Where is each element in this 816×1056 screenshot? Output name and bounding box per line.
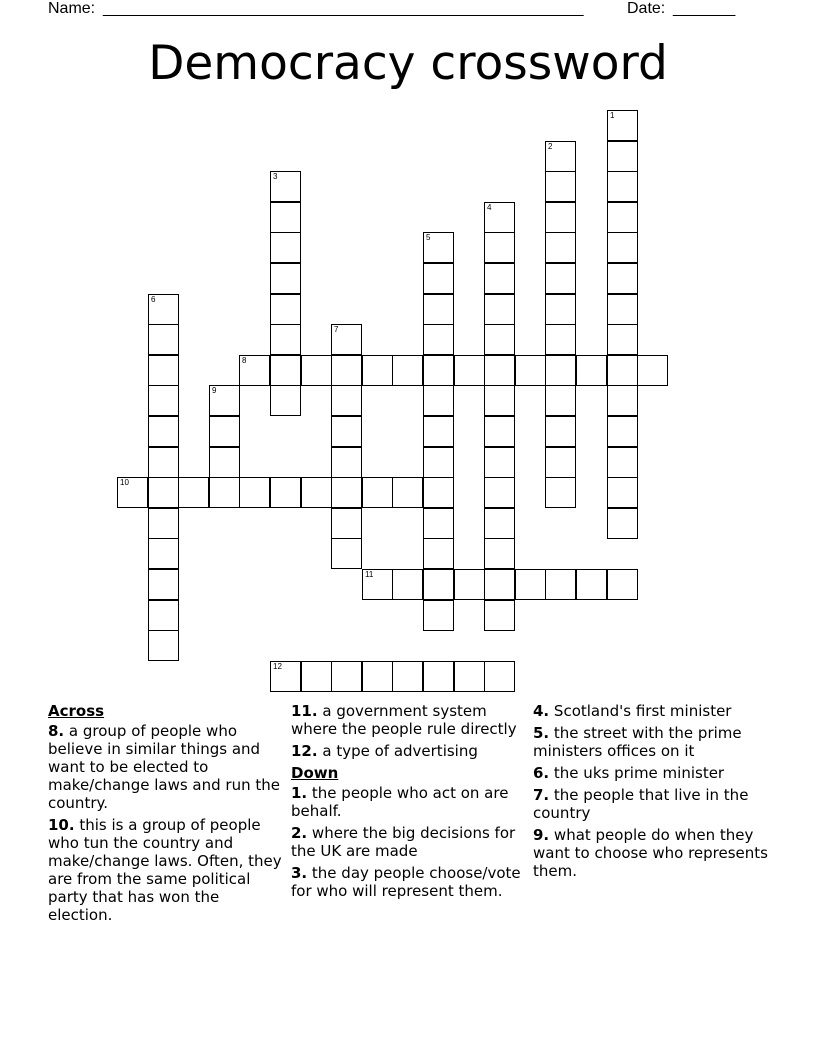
- clue-number: 5.: [533, 724, 550, 742]
- clue-across-12: [291, 742, 527, 760]
- grid-cell[interactable]: [148, 294, 179, 325]
- grid-cell[interactable]: [148, 538, 179, 569]
- clue-text: where the big decisions for the UK are made: [291, 824, 516, 860]
- grid-cell[interactable]: [148, 630, 179, 661]
- grid-cell[interactable]: [148, 447, 179, 478]
- clue-text: what people do when they want to choose who represents them.: [533, 826, 768, 880]
- clues-column-1: [48, 702, 284, 928]
- clue-text: a type of advertising: [322, 742, 478, 760]
- grid-cell[interactable]: [545, 324, 576, 355]
- grid-cell[interactable]: [362, 477, 393, 508]
- date-line: _______: [673, 0, 736, 17]
- clue-text: Scotland's first minister: [553, 702, 732, 720]
- down-heading: Down: [291, 764, 339, 782]
- clue-down-7: [533, 786, 773, 822]
- grid-cell[interactable]: [545, 569, 576, 600]
- grid-cell[interactable]: [270, 263, 301, 294]
- clue-number-label: 12: [273, 662, 282, 671]
- grid-cell[interactable]: [423, 477, 454, 508]
- grid-cell[interactable]: [423, 263, 454, 294]
- grid-cell[interactable]: [423, 355, 454, 386]
- grid-cell[interactable]: [423, 447, 454, 478]
- grid-cell[interactable]: [484, 385, 515, 416]
- grid-cell[interactable]: [331, 416, 362, 447]
- clue-down-2: [291, 824, 527, 860]
- grid-cell[interactable]: [148, 385, 179, 416]
- grid-cell[interactable]: [270, 355, 301, 386]
- grid-cell[interactable]: [576, 355, 607, 386]
- grid-cell[interactable]: [270, 294, 301, 325]
- grid-cell[interactable]: [270, 171, 301, 202]
- clue-number-label: 1: [610, 111, 615, 120]
- grid-cell[interactable]: [545, 171, 576, 202]
- grid-cell[interactable]: [576, 569, 607, 600]
- clue-number-label: 5: [426, 233, 431, 242]
- clue-number: 1.: [291, 784, 308, 802]
- clue-number: 4.: [533, 702, 550, 720]
- grid-cell[interactable]: [545, 447, 576, 478]
- grid-cell[interactable]: [301, 477, 332, 508]
- clue-number-label: 2: [548, 142, 553, 151]
- clue-text: the uks prime minister: [553, 764, 725, 782]
- grid-cell[interactable]: [454, 355, 485, 386]
- grid-cell[interactable]: [331, 385, 362, 416]
- grid-cell[interactable]: [423, 600, 454, 631]
- grid-cell[interactable]: [148, 569, 179, 600]
- grid-cell[interactable]: [117, 477, 148, 508]
- grid-cell[interactable]: [270, 477, 301, 508]
- grid-cell[interactable]: [392, 355, 423, 386]
- grid-cell[interactable]: [545, 294, 576, 325]
- grid-cell[interactable]: [515, 569, 546, 600]
- clue-number: 7.: [533, 786, 550, 804]
- grid-cell[interactable]: [423, 508, 454, 539]
- grid-cell[interactable]: [270, 202, 301, 233]
- grid-cell[interactable]: [301, 355, 332, 386]
- clue-down-5: [533, 724, 773, 760]
- grid-cell[interactable]: [484, 538, 515, 569]
- grid-cell[interactable]: [270, 232, 301, 263]
- clue-number: 12.: [291, 742, 318, 760]
- grid-cell[interactable]: [484, 232, 515, 263]
- grid-cell[interactable]: [607, 263, 638, 294]
- grid-cell[interactable]: [545, 263, 576, 294]
- clues-column-3: [533, 702, 773, 884]
- grid-cell[interactable]: [362, 569, 393, 600]
- grid-cell[interactable]: [362, 355, 393, 386]
- clue-text: this is a group of people who tun the country and make/change laws. Often, they are from the same political party that has won the election.: [48, 816, 282, 924]
- name-label: Name:: [48, 0, 96, 17]
- grid-cell[interactable]: [423, 232, 454, 263]
- clue-number-label: 8: [242, 356, 247, 365]
- grid-cell[interactable]: [607, 508, 638, 539]
- grid-cell[interactable]: [607, 294, 638, 325]
- name-line: ______________________________________________________: [103, 0, 584, 17]
- grid-cell[interactable]: [209, 447, 240, 478]
- grid-cell[interactable]: [484, 355, 515, 386]
- grid-cell[interactable]: [331, 355, 362, 386]
- grid-cell[interactable]: [607, 202, 638, 233]
- clue-text: the street with the prime ministers offices on it: [533, 724, 742, 760]
- grid-cell[interactable]: [209, 385, 240, 416]
- grid-cell[interactable]: [392, 477, 423, 508]
- grid-cell[interactable]: [423, 569, 454, 600]
- grid-cell[interactable]: [239, 477, 270, 508]
- clue-down-3: [291, 864, 527, 900]
- clue-down-9: [533, 826, 773, 880]
- grid-cell[interactable]: [301, 661, 332, 692]
- grid-cell[interactable]: [423, 416, 454, 447]
- grid-cell[interactable]: [545, 232, 576, 263]
- clue-number: 9.: [533, 826, 550, 844]
- clue-text: a group of people who believe in similar things and want to be elected to make/change laws and run the country.: [48, 722, 280, 812]
- clue-number: 2.: [291, 824, 308, 842]
- grid-cell[interactable]: [331, 538, 362, 569]
- clue-number: 10.: [48, 816, 75, 834]
- clue-down-6: [533, 764, 773, 782]
- grid-cell[interactable]: [607, 171, 638, 202]
- grid-cell[interactable]: [607, 355, 638, 386]
- grid-cell[interactable]: [484, 661, 515, 692]
- grid-cell[interactable]: [423, 661, 454, 692]
- grid-cell[interactable]: [331, 508, 362, 539]
- grid-cell[interactable]: [545, 355, 576, 386]
- grid-cell[interactable]: [148, 600, 179, 631]
- clue-across-8: [48, 722, 284, 812]
- across-heading: Across: [48, 702, 105, 720]
- grid-cell[interactable]: [607, 477, 638, 508]
- grid-cell[interactable]: [270, 661, 301, 692]
- grid-cell[interactable]: [484, 569, 515, 600]
- grid-cell[interactable]: [331, 447, 362, 478]
- grid-cell[interactable]: [239, 355, 270, 386]
- grid-cell[interactable]: [607, 141, 638, 172]
- grid-cell[interactable]: [607, 447, 638, 478]
- grid-cell[interactable]: [148, 416, 179, 447]
- grid-cell[interactable]: [484, 294, 515, 325]
- grid-cell[interactable]: [148, 508, 179, 539]
- grid-cell[interactable]: [607, 569, 638, 600]
- grid-cell[interactable]: [484, 508, 515, 539]
- grid-cell[interactable]: [392, 569, 423, 600]
- clue-number-label: 10: [120, 478, 129, 487]
- grid-cell[interactable]: [607, 416, 638, 447]
- clue-number-label: 7: [334, 325, 339, 334]
- clue-across-11: [291, 702, 527, 738]
- clue-number-label: 4: [487, 203, 492, 212]
- grid-cell[interactable]: [270, 385, 301, 416]
- grid-cell[interactable]: [637, 355, 668, 386]
- grid-cell[interactable]: [484, 324, 515, 355]
- clue-text: the people who act on are behalf.: [291, 784, 509, 820]
- grid-cell[interactable]: [423, 324, 454, 355]
- grid-cell[interactable]: [545, 416, 576, 447]
- grid-cell[interactable]: [331, 477, 362, 508]
- grid-cell[interactable]: [454, 661, 485, 692]
- grid-cell[interactable]: [331, 324, 362, 355]
- grid-cell[interactable]: [545, 202, 576, 233]
- grid-cell[interactable]: [362, 661, 393, 692]
- grid-cell[interactable]: [454, 569, 485, 600]
- clue-text: the people that live in the country: [533, 786, 749, 822]
- grid-cell[interactable]: [484, 447, 515, 478]
- grid-cell[interactable]: [148, 477, 179, 508]
- grid-cell[interactable]: [331, 661, 362, 692]
- grid-cell[interactable]: [148, 355, 179, 386]
- grid-cell[interactable]: [545, 141, 576, 172]
- grid-cell[interactable]: [392, 661, 423, 692]
- grid-cell[interactable]: [545, 385, 576, 416]
- clue-text: the day people choose/vote for who will represent them.: [291, 864, 521, 900]
- grid-cell[interactable]: [607, 110, 638, 141]
- date-label: Date:: [627, 0, 666, 17]
- grid-cell[interactable]: [209, 416, 240, 447]
- grid-cell[interactable]: [484, 600, 515, 631]
- clue-number: 11.: [291, 702, 318, 720]
- clues-column-2: [291, 702, 527, 904]
- clue-number-label: 3: [273, 172, 278, 181]
- grid-cell[interactable]: [515, 355, 546, 386]
- grid-cell[interactable]: [545, 477, 576, 508]
- clue-number: 6.: [533, 764, 550, 782]
- grid-cell[interactable]: [423, 538, 454, 569]
- page-title: Democracy crossword: [148, 36, 668, 91]
- grid-cell[interactable]: [423, 294, 454, 325]
- clue-number: 3.: [291, 864, 308, 882]
- clue-number-label: 6: [151, 295, 156, 304]
- grid-cell[interactable]: [423, 385, 454, 416]
- grid-cell[interactable]: [607, 385, 638, 416]
- clue-across-10: [48, 816, 284, 924]
- clue-down-4: [533, 702, 773, 720]
- grid-cell[interactable]: [607, 232, 638, 263]
- grid-cell[interactable]: [178, 477, 209, 508]
- grid-cell[interactable]: [209, 477, 240, 508]
- clue-number-label: 11: [365, 570, 374, 579]
- grid-cell[interactable]: [148, 324, 179, 355]
- grid-cell[interactable]: [270, 324, 301, 355]
- grid-cell[interactable]: [484, 416, 515, 447]
- grid-cell[interactable]: [484, 202, 515, 233]
- grid-cell[interactable]: [484, 263, 515, 294]
- clue-number-label: 9: [212, 386, 217, 395]
- clue-down-1: [291, 784, 527, 820]
- grid-cell[interactable]: [484, 477, 515, 508]
- grid-cell[interactable]: [607, 324, 638, 355]
- clue-number: 8.: [48, 722, 65, 740]
- clue-text: a government system where the people rule directly: [291, 702, 517, 738]
